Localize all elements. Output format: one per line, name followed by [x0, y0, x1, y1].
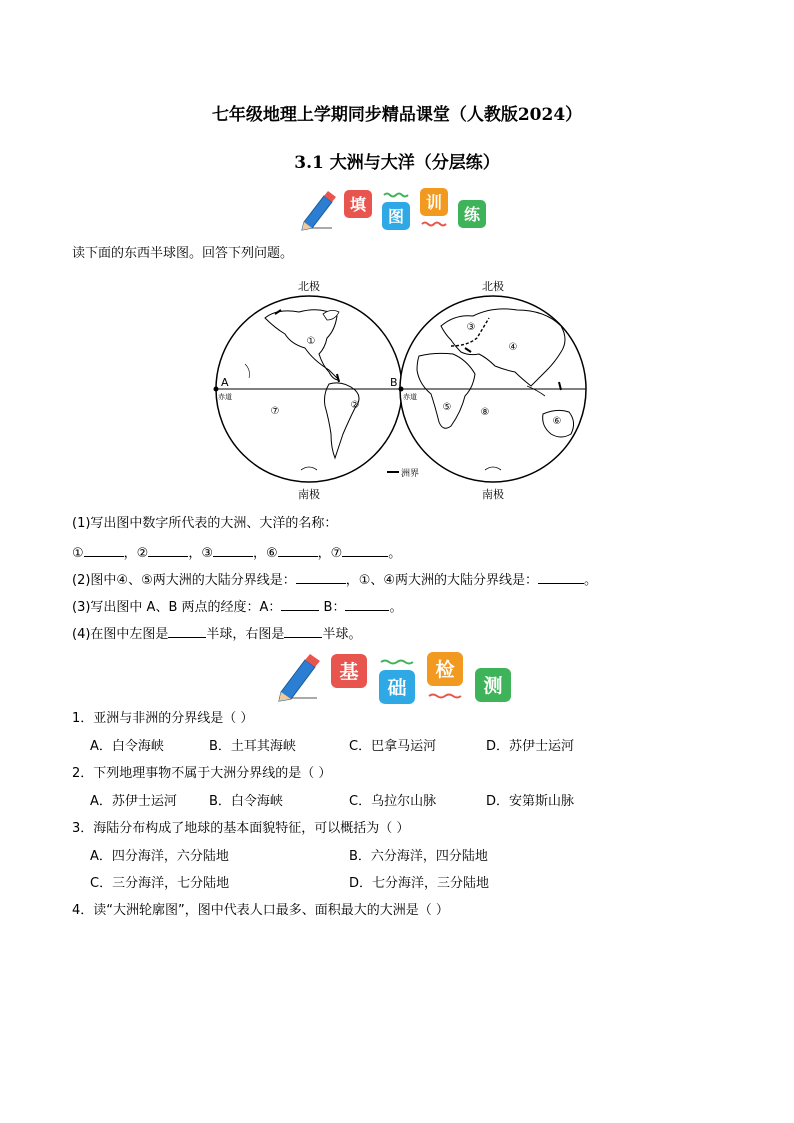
answer-blank-q4b[interactable]: [284, 625, 322, 638]
pencil-icon: [302, 191, 336, 230]
equator-label-east: 赤道: [403, 393, 417, 401]
banner-tile-3: [427, 652, 463, 698]
south-pole-label-east: 南极: [482, 488, 504, 501]
q3-option-a[interactable]: A．四分海洋，六分陆地: [90, 849, 229, 864]
fill-q2: (2)图中④、⑤两大洲的大陆分界线是： ，①、④两大洲的大陆分界线是： 。: [72, 573, 598, 588]
fill-q4: (4)在图中左图是 半球，右图是 半球。: [72, 627, 362, 642]
q3-option-b[interactable]: B．六分海洋，四分陆地: [349, 849, 488, 864]
banner-tile-2: [382, 194, 410, 231]
question-4-stem: 4．读“大洲轮廓图”，图中代表人口最多、面积最大的大洲是（ ）: [72, 903, 449, 918]
banner-char: 训: [425, 193, 443, 212]
answer-blank-q2b[interactable]: [538, 571, 584, 584]
banner-char: 填: [349, 195, 367, 214]
q2-option-b[interactable]: B．白令海峡: [209, 794, 283, 809]
q3-option-c[interactable]: C．三分海洋，七分陆地: [90, 876, 230, 891]
banner-tile-4: [458, 200, 486, 228]
pencil-icon: [279, 654, 320, 701]
intro-text: 读下面的东西半球图。回答下列问题。: [72, 246, 294, 261]
banner-tile-1: [344, 190, 372, 218]
banner-char: 基: [339, 661, 359, 683]
q1-option-d[interactable]: D．苏伊士运河: [486, 739, 575, 754]
mark-3: ③: [466, 322, 476, 333]
q1-option-b[interactable]: B．土耳其海峡: [209, 739, 296, 754]
question-1-stem: 1．亚洲与非洲的分界线是（ ）: [72, 711, 254, 726]
answer-blank-q3a[interactable]: [281, 598, 319, 611]
answer-blank-q2a[interactable]: [296, 571, 346, 584]
mark-4: ④: [508, 342, 518, 353]
answer-blank-6[interactable]: [278, 544, 318, 557]
answer-blank-q4a[interactable]: [168, 625, 206, 638]
legend-label: 洲界: [401, 469, 420, 479]
north-pole-label-west: 北极: [298, 280, 320, 293]
answer-blank-q3b[interactable]: [345, 598, 389, 611]
banner-char: 练: [463, 205, 481, 224]
mark-2: ②: [350, 400, 360, 411]
document-subtitle: 3.1 大洲与大洋（分层练）: [294, 153, 500, 173]
mark-5: ⑤: [442, 402, 452, 413]
banner-char: 检: [435, 659, 455, 681]
fill-q1: (1)写出图中数字所代表的大洲、大洋的名称：: [72, 516, 338, 531]
banner-tile-2: [379, 661, 415, 705]
banner-char: 图: [387, 207, 405, 226]
mark-7: ⑦: [270, 406, 280, 417]
q2-option-a[interactable]: A．苏伊士运河: [90, 794, 177, 809]
answer-blank-3[interactable]: [213, 544, 253, 557]
point-a-label: A: [221, 376, 229, 389]
mark-1: ①: [306, 336, 316, 347]
answer-blank-2[interactable]: [148, 544, 188, 557]
hemisphere-map: [205, 274, 605, 506]
q1-option-a[interactable]: A．白令海峡: [90, 739, 164, 754]
banner-tile-4: [475, 668, 511, 702]
mark-6: ⑥: [552, 416, 562, 427]
q2-option-d[interactable]: D．安第斯山脉: [486, 794, 575, 809]
fill-q3: (3)写出图中 A、B 两点的经度：A： B： 。: [72, 600, 403, 615]
banner-basic-test: [275, 650, 525, 710]
question-3-stem: 3．海陆分布构成了地球的基本面貌特征，可以概括为（ ）: [72, 821, 410, 836]
banner-tile-1: [331, 654, 367, 688]
q2-option-c[interactable]: C．乌拉尔山脉: [349, 794, 437, 809]
banner-char: 础: [387, 677, 407, 699]
q3-option-d[interactable]: D．七分海洋，三分陆地: [349, 876, 490, 891]
fill-q1-answers: ① ，② ，③ ，⑥ ，⑦ 。: [72, 546, 402, 561]
question-2-stem: 2．下列地理事物不属于大洲分界线的是（ ）: [72, 766, 332, 781]
point-b-label: B: [390, 376, 398, 389]
mark-8: ⑧: [480, 407, 490, 418]
south-pole-label-west: 南极: [298, 488, 320, 501]
answer-blank-1[interactable]: [84, 544, 124, 557]
document-title: 七年级地理上学期同步精品课堂（人教版2024）: [211, 105, 583, 125]
banner-char: 测: [483, 675, 503, 697]
answer-blank-7[interactable]: [342, 544, 388, 557]
banner-fill-map-training: [298, 186, 498, 236]
q1-option-c[interactable]: C．巴拿马运河: [349, 739, 437, 754]
equator-label-west: 赤道: [218, 393, 232, 401]
north-pole-label-east: 北极: [482, 280, 504, 293]
banner-tile-3: [420, 188, 448, 226]
